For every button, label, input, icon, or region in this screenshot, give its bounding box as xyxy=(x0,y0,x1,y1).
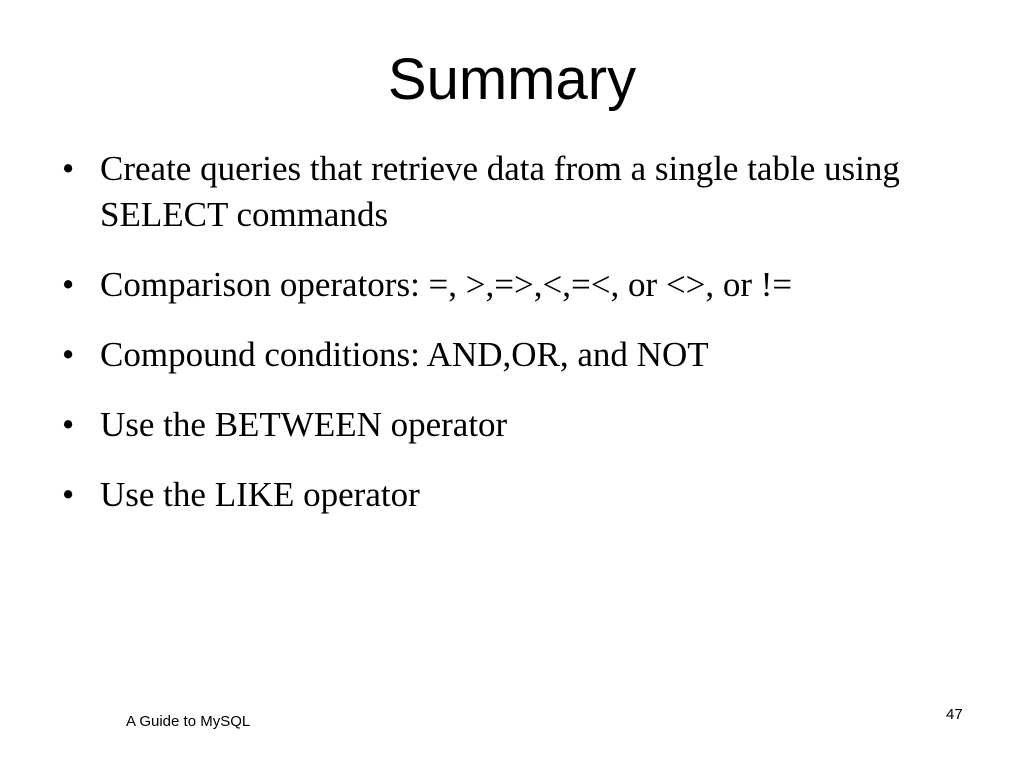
bullet-text: Create queries that retrieve data from a single table using SELECT commands xyxy=(100,149,900,234)
bullet-dot-icon: • xyxy=(62,149,75,188)
bullet-item xyxy=(58,402,958,448)
bullet-item xyxy=(58,332,958,378)
bullet-item xyxy=(58,262,958,308)
bullet-dot-icon: • xyxy=(62,265,75,304)
bullet-dot-icon: • xyxy=(62,475,75,514)
footer-text: A Guide to MySQL xyxy=(126,713,251,730)
page-number: 47 xyxy=(946,706,963,723)
bullet-text: Use the LIKE operator xyxy=(100,475,420,514)
bullet-item xyxy=(58,472,958,518)
bullet-dot-icon: • xyxy=(62,405,75,444)
slide-title: Summary xyxy=(387,47,637,112)
bullet-list xyxy=(58,146,958,542)
bullet-text: Use the BETWEEN operator xyxy=(100,405,508,444)
bullet-dot-icon: • xyxy=(62,335,75,374)
bullet-text: Compound conditions: AND,OR, and NOT xyxy=(100,335,709,374)
bullet-text: Comparison operators: =, >,=>,<,=<, or <>, or != xyxy=(100,265,793,304)
bullet-item xyxy=(58,146,958,238)
